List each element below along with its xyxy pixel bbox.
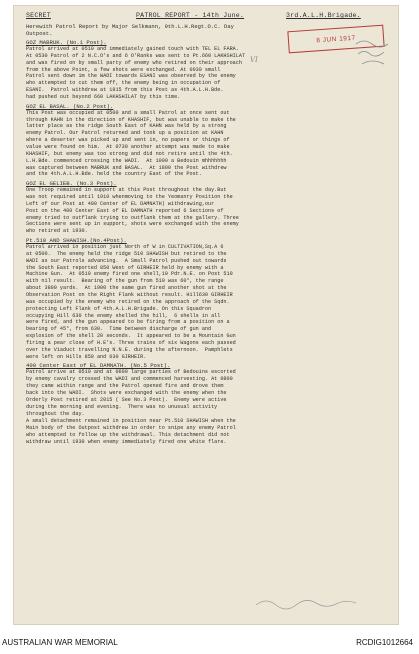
section-body: This Post was occupied at 0500 and a small Patrol at once sent out through KAHN in the direction of KHASHIF, but was unable to make the latter place as the ridge South East of KAHN was held by a strong enemy Patrol. Our Patrol returned and took up a position at KAHN where a deserter was picked up and sent in, no papers or things of value were found on him. At 0730 another attempt was made to make KHASHIF, but enemy was too strong and did not retire until the 4th. L.H.Bde. commenced crossing the WADI. At 1000 a Bedouin mhhhhhhh was captured between MABRUK and BASAL. At 1800 the Post withdrew and the 4th.A.L.H.Bde. held the country East of the Post. (26, 109, 236, 178)
section-post-4 (26, 237, 388, 360)
section-post-3 (26, 180, 388, 235)
section-title: GOZ EL GELIEB. (No.3 Post). (26, 180, 117, 188)
handwritten-note-icon (352, 34, 398, 76)
report-body (26, 12, 388, 446)
section-title: 400 Center East of EL DAMNATH. (No.5 Post). (26, 362, 171, 370)
closing-paragraph: A small detachment remained in position near Pt.510 SHAWISH when the Main body of the Outpost withdrew in order to snipe any enemy Patrol who attempted to follow up the withdrawal. This detachment did not withdraw until 1930 when enemy immediately fired one white flare. (26, 418, 236, 445)
report-title: PATROL REPORT - 14th June. (136, 12, 245, 19)
intro-text: Herewith Patrol Report by Major Selkmann, 9th.L.H.Regt.O.C. Day Outpost. (26, 23, 234, 37)
section-title: GOZ EL BASAL. (No.2 Post). (26, 102, 114, 110)
archive-name: AUSTRALIAN WAR MEMORIAL (2, 638, 118, 647)
section-title: Pt.510 AND SHAWISH.(No.4Post). (26, 237, 127, 245)
section-body: One Troop remained in support at this Post throughout the day.But was not required until 1910 whenmoving to the Yeomanry Position the Left of our Post at 400 Center of EL DAMNATH) withdrawing,our Post on the 400 Center East of EL DAMNATH reported 6 Sections of enemy tried to outflank trying to outflank them at the gallery. Three Sections were sent up in support, shots were exchanged with the enemy who retired at 1930. (26, 187, 239, 235)
section-body: Patrol arrived at 0510 and immediately gained touch with TEL EL FARA. At 0530 Patrol of 2 N.C.O's and 6 O'Ranks was sent to Pt.660 LAKHSHILAT and was fired on by small party of enemy who retired on their approach from the above Point, a few shots were exchanged. At 0930 small Patrol sent down im the WADI towards ESANI was observed by the enemy who attempted to cut them off, the enemy being in occupation of ESANI. Patrol withdrew at 1815 from this Post as 4th.A.L.H.Bde. had pushed out beyond 660 LAKHSHILAT by this time. (26, 46, 246, 100)
section-body: Patrol arrive at 0510 and at 0600 large parties of Bedouins escorted by enemy cavalry crossed the WADI and commenced harvesting. At 0800 they came within range and the Patrol opened fire and drove them back into the WADI. Shots were exchanged with the enemy when the Orderly Post retired at 2015 ( See No.3 Post). Enemy were active during the morning and evening. There was no unusual activity throughout the day. (26, 369, 236, 417)
section-body: Patrol arrived in position just North of W in CULTIVATION,Sq.A 6 at 0500. The enemy held the ridge 510 SHAWISH but retired to the WADI as our Patrols advancing. A Small Patrol pushed out towards the South East reported 850 West of GIRHEIR held by enemy with a Machine Gun. At 0510 enemy fired one shell,10 Pdr.N.E. on Post 510 with nil result. Bearing of the gun from 510 was 60°, the range about 3800 yards. At 1900 the same gun fired another shot at the Observation Post on the Right Flank without result. Hill630 GIRHEIR was occupied by the enemy who retired on the approach of the Sqdn. protecting Left Flank of 4th.A.L.H.Brigade. On this Squadron occupying Hill 630 the enemy shelled the hill, 6 shells in all were fired, and the gun appeared to be firing from a position on a bearing of 45°, from 630. Time between discharge of gun and explosion of the shell 20 seconds. It appeared to be a Mountain Gun firing a pear close of H.E's. Three trains of six Wagons each passed over the Viaduct travelling N.N.E. during the afternoon. Pamphlets were left on Hills 850 and 630 GIRHEIR. (26, 244, 236, 360)
signature-scribble-icon (254, 596, 374, 612)
archive-footer (0, 634, 419, 654)
brigade-label: 3rd.A.L.H.Brigade. (286, 12, 361, 19)
archive-id: RCDIG1012664 (356, 638, 413, 647)
report-header (26, 12, 388, 21)
section-post-2 (26, 103, 388, 178)
section-title: GOZ MABRUK. (No.1 Post). (26, 39, 107, 46)
section-post-5 (26, 362, 388, 417)
document-sheet (14, 6, 398, 624)
date-stamp: 8 JUN 1917 (287, 25, 384, 54)
handwritten-annotation: VI (250, 56, 258, 64)
classification-label: SECRET (26, 12, 51, 19)
